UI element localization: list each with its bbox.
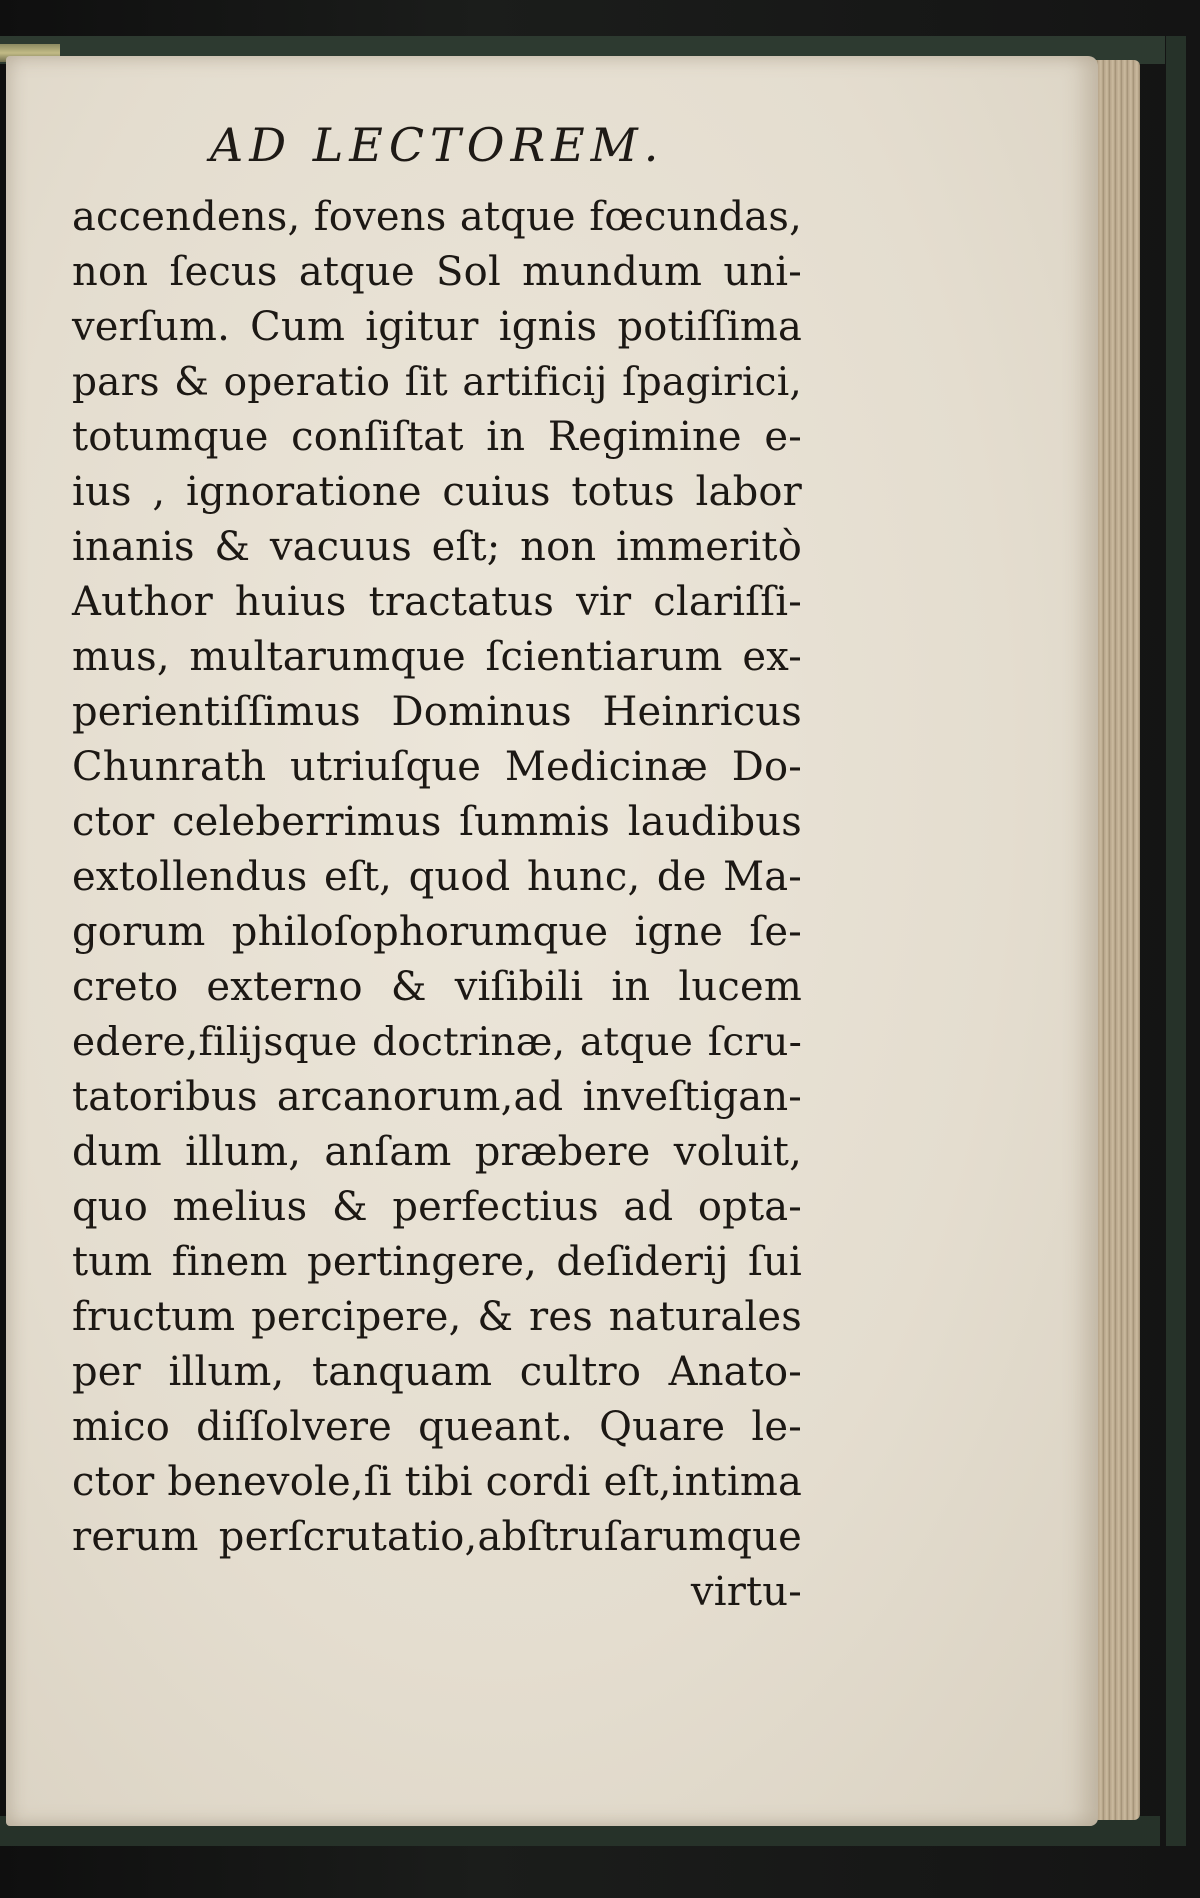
text-line: creto externo & viſibili in lucem xyxy=(72,964,802,1010)
text-line: tum finem pertingere, deſiderij ſui xyxy=(72,1239,802,1285)
text-line: perientiſſimus Dominus Heinricus xyxy=(72,689,802,735)
text-line: Chunrath utriuſque Medicinæ Do- xyxy=(72,744,802,790)
text-line: non ſecus atque Sol mundum uni- xyxy=(72,249,802,295)
text-line: totumque conſiſtat in Regimine e- xyxy=(72,414,802,460)
text-line: rerum perſcrutatio,abſtruſarumque xyxy=(72,1514,802,1560)
text-line: mico diſſolvere queant. Quare le- xyxy=(72,1404,802,1450)
text-line: fructum percipere, & res naturales xyxy=(72,1294,802,1340)
text-line: verſum. Cum igitur ignis potiſſima xyxy=(72,304,802,350)
text-line: pars & operatio ſit artificij ſpagirici, xyxy=(72,360,802,405)
text-line: accendens, fovens atque fœcundas, xyxy=(72,194,802,240)
running-head: AD LECTOREM. xyxy=(210,118,665,172)
text-line: ius , ignoratione cuius totus labor xyxy=(72,469,802,515)
text-line: tatoribus arcanorum,ad inveſtigan- xyxy=(72,1074,802,1120)
text-line: mus, multarumque ſcientiarum ex- xyxy=(72,634,802,680)
text-line: inanis & vacuus eſt; non immeritò xyxy=(72,524,802,570)
catchword: virtu- xyxy=(690,1569,802,1615)
text-line: ctor celeberrimus ſummis laudibus xyxy=(72,799,802,845)
text-line: Author huius tractatus vir clariſſi- xyxy=(72,579,802,625)
text-line: extollendus eſt, quod hunc, de Ma- xyxy=(72,854,802,900)
text-line: gorum philoſophorumque igne ſe- xyxy=(72,909,802,955)
body-text xyxy=(72,190,802,1620)
text-line: edere,filijsque doctrinæ, atque ſcru- xyxy=(72,1020,802,1065)
book-cover-right-edge xyxy=(1166,36,1186,1846)
text-line: per illum, tanquam cultro Anato- xyxy=(72,1349,802,1395)
text-line: quo melius & perfectius ad opta- xyxy=(72,1184,802,1230)
text-line: dum illum, anſam præbere voluit, xyxy=(72,1129,802,1175)
text-line: ctor benevole,ſi tibi cordi eſt,intima xyxy=(72,1459,803,1505)
